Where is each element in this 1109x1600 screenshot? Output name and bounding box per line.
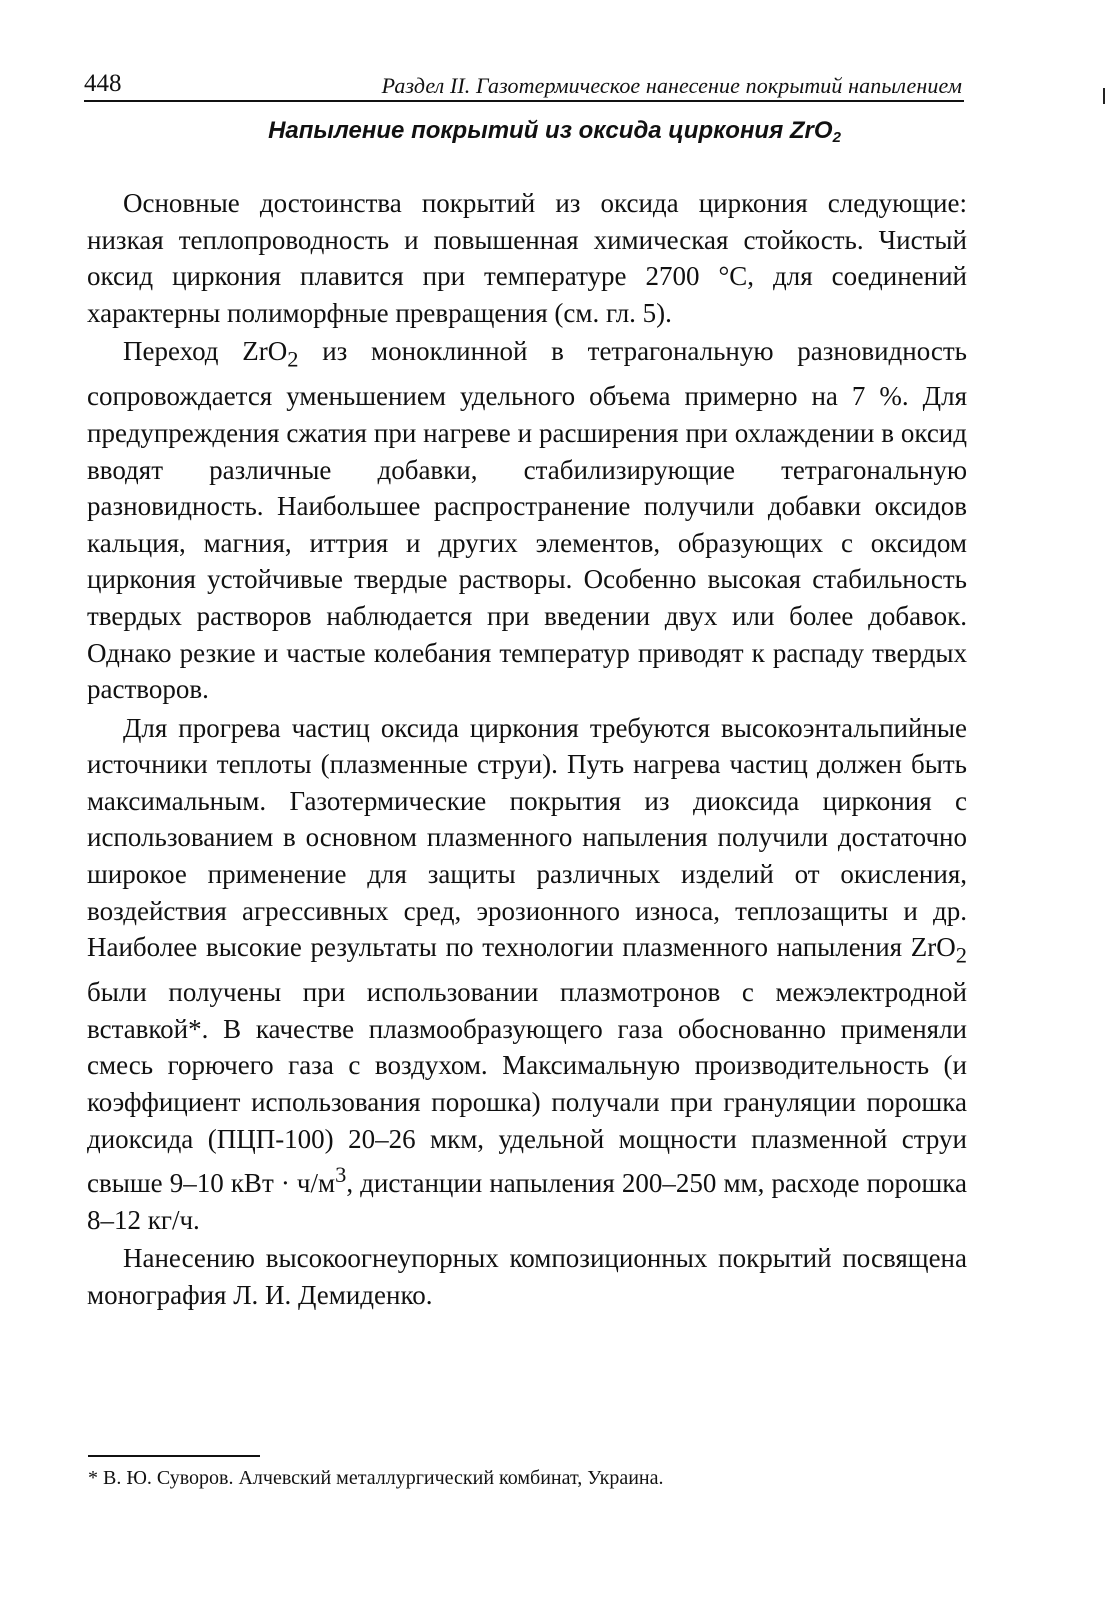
- paragraph-2-subscript: 2: [287, 346, 299, 372]
- paragraph-3-part-a: Для прогрева частиц оксида циркония требуются высокоэнтальпийные источники теплоты (плазменные струи). Путь нагрева частиц должен быть максимальным. Газотермические покрытия из диоксида циркония с использованием в основном плазменного напыления получили достаточно широкое применение для защиты различных изделий от окисления, воздействия агрессивных сред, эрозионного износа, теплозащиты и др. Наиболее высокие результаты по технологии плазменного напыления ZrO: [87, 712, 967, 963]
- running-head: [84, 66, 964, 102]
- section-title: Раздел II. Газотермическое нанесение покрытий напылением: [381, 73, 962, 98]
- paragraph-1: Основные достоинства покрытий из оксида циркония следующие: низкая теплопроводность и повышенная химическая стойкость. Чистый оксид циркония плавится при температуре 2700 °С, для соединений характерны полиморфные превращения (см. гл. 5).: [87, 188, 967, 328]
- paragraph-2-part-a: Переход ZrO: [123, 336, 288, 367]
- footnote: * В. Ю. Суворов. Алчевский металлургический комбинат, Украина.: [88, 1467, 664, 1489]
- paragraph-4: Нанесению высокоогнеупорных композиционных покрытий посвящена монография Л. И. Демиденко.: [87, 1243, 967, 1310]
- paragraph-2: [87, 333, 967, 707]
- footnote-rule: [88, 1455, 260, 1457]
- paragraph-2-part-b: из моноклинной в тетрагональную разновидность сопровождается уменьшением удельного объема примерно на 7 %. Для предупреждения сжатия при нагреве и расширения при охлаждении в оксид вводят различные добавки, стабилизирующие тетрагональную разновидность. Наибольшее распространение получили добавки оксидов кальция, магния, иттрия и других элементов, образующих с оксидом циркония устойчивые твердые растворы. Особенно высокая стабильность твердых растворов наблюдается при введении двух или более добавок. Однако резкие и частые колебания температур приводят к распаду твердых растворов.: [87, 336, 967, 705]
- article-title: [0, 114, 1109, 148]
- paragraph-3-superscript: 3: [335, 1162, 347, 1188]
- page-number: 448: [84, 70, 122, 97]
- paragraph-3-part-c: , дистанции напыления 200–250 мм, расходе порошка 8–12 кг/ч.: [87, 1168, 967, 1235]
- paragraph-3-subscript: 2: [955, 942, 967, 968]
- paragraph-3-part-b: были получены при использовании плазмотронов с межэлектродной вставкой*. В качестве плазмообразующего газа обоснованно применяли смесь горючего газа с воздухом. Максимальную производительность (и коэффициент использования порошка) получали при грануляции порошка диоксида (ПЦП-100) 20–26 мкм, удельной мощности плазменной струи свыше 9–10 кВт · ч/м: [87, 977, 967, 1199]
- body-text: [87, 185, 967, 1314]
- article-title-text: Напыление покрытий из оксида циркония ZrO: [268, 117, 833, 144]
- paragraph-3: [87, 710, 967, 1239]
- article-title-subscript: 2: [832, 129, 841, 146]
- page-edge-mark: [1103, 88, 1105, 104]
